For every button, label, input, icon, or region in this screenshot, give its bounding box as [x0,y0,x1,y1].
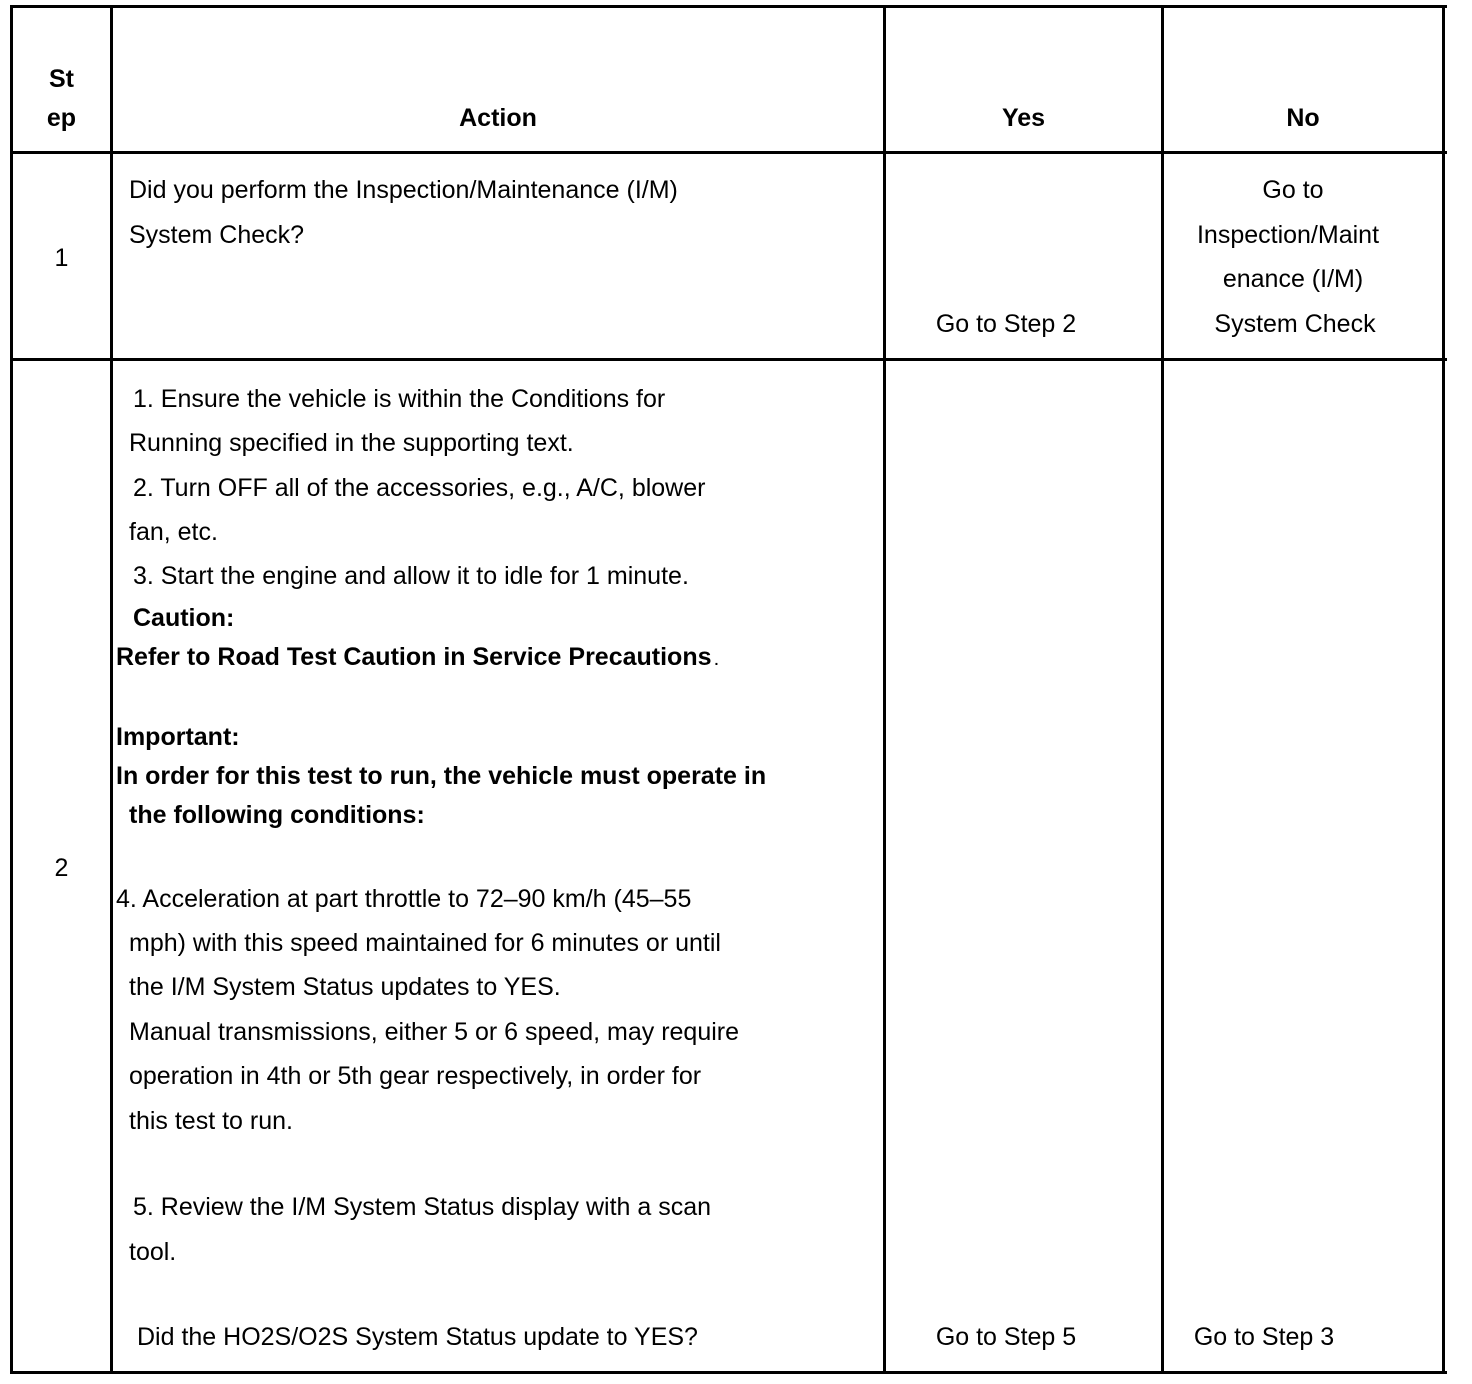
header-row-divider [10,151,1447,154]
step1-line2: Running specified in the supporting text. [129,429,574,457]
header-no: No [1286,104,1320,132]
important-label: Important: [116,723,240,751]
header-yes: Yes [1001,104,1046,132]
row1-divider [10,358,1447,361]
row1-action-line1: Did you perform the Inspection/Maintenance (I/M) [129,176,678,204]
header-step-line2: ep [46,104,77,132]
header-step-line1: St [49,65,74,93]
important-line1: In order for this test to run, the vehicle must operate in [116,762,767,790]
caution-label: Caution: [133,604,235,632]
row2-no: Go to Step 3 [1193,1323,1335,1351]
step1-line1: 1. Ensure the vehicle is within the Conditions for [133,385,666,413]
row1-step: 1 [54,244,69,272]
step4-line3: the I/M System Status updates to YES. [129,973,561,1001]
step5-line2: tool. [129,1238,177,1266]
step4-line2: mph) with this speed maintained for 6 minutes or until [129,929,721,957]
step2-line2: fan, etc. [129,518,218,546]
column-divider-yes [1161,5,1164,1374]
caution-text-main: Refer to Road Test Caution in Service Precautions [116,643,712,671]
step5-line1: 5. Review the I/M System Status display with a scan [133,1193,712,1221]
row1-no-line1: Go to [1262,176,1324,204]
manual-line3: this test to run. [129,1107,293,1135]
column-divider-action [883,5,886,1374]
row2-question: Did the HO2S/O2S System Status update to YES? [137,1323,698,1351]
row1-no-line3: enance (I/M) [1222,265,1364,293]
manual-line2: operation in 4th or 5th gear respectively, in order for [129,1062,702,1090]
table-border-right [1442,5,1445,1374]
table-border-top [10,5,1447,8]
caution-text-period: . [714,652,719,668]
row1-yes: Go to Step 2 [935,310,1077,338]
step4-line1: 4. Acceleration at part throttle to 72–90 km/h (45–55 [116,885,692,913]
header-action: Action [459,104,537,132]
table-border-bottom [10,1371,1447,1374]
important-line2: the following conditions: [129,801,425,829]
row2-step: 2 [54,854,69,882]
manual-line1: Manual transmissions, either 5 or 6 speed, may require [129,1018,740,1046]
row1-action-line2: System Check? [129,221,305,249]
step3-line: 3. Start the engine and allow it to idle for 1 minute. [133,562,689,590]
row1-no-line2: Inspection/Maint [1196,221,1380,249]
table-border-left [10,5,13,1374]
caution-text [116,642,718,675]
row2-yes: Go to Step 5 [935,1323,1077,1351]
row1-no-line4: System Check [1214,310,1376,338]
column-divider-step [110,5,113,1374]
step2-line1: 2. Turn OFF all of the accessories, e.g., A/C, blower [133,474,706,502]
